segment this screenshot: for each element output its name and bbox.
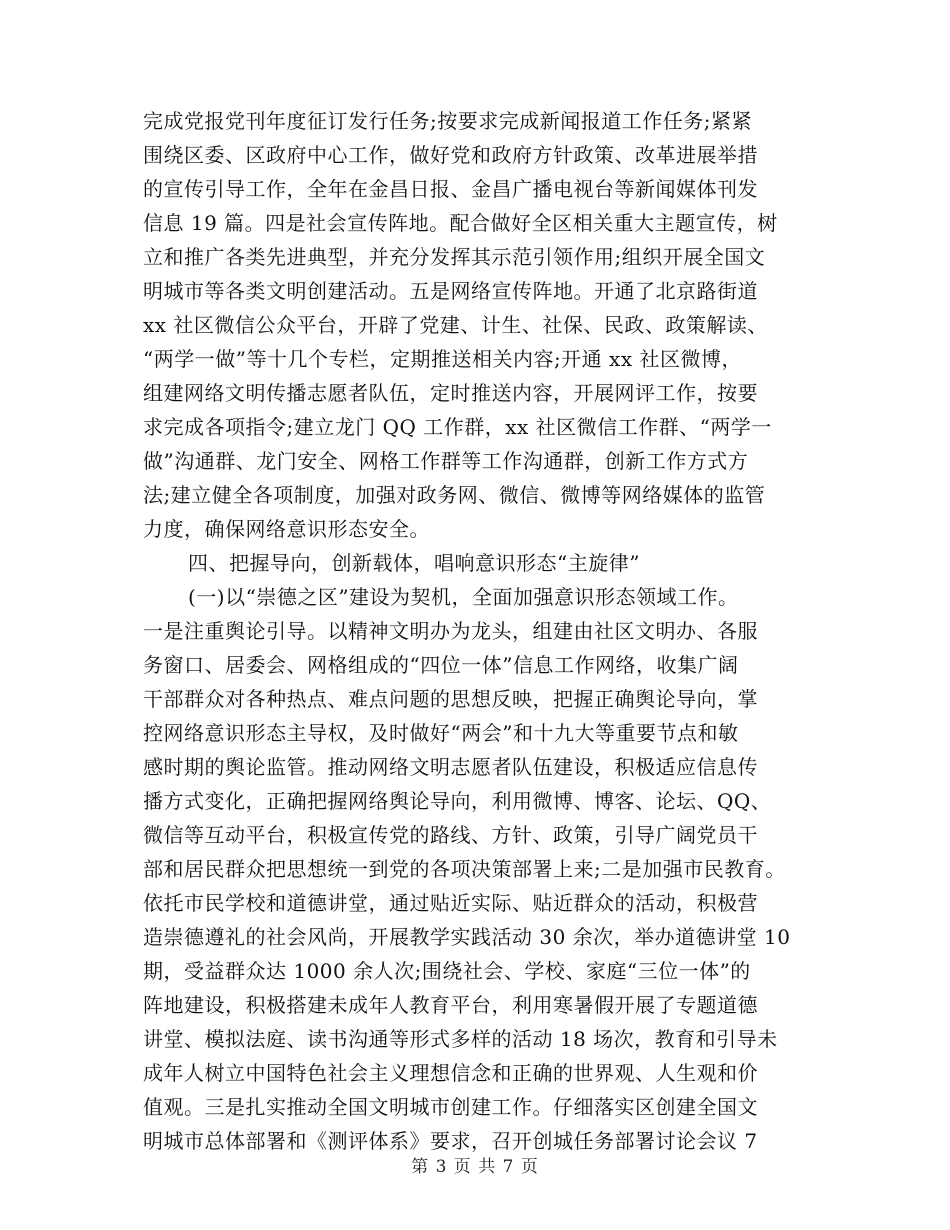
text-line: 控网络意识形态主导权，及时做好“两会”和十九大等重要节点和敏	[143, 721, 739, 745]
text-line: “两学一做”等十几个专栏，定期推送相关内容;开通 xx 社区微博，	[143, 347, 742, 371]
text-line: 务窗口、居委会、网格组成的“四位一体”信息工作网络，收集广阔	[143, 653, 739, 677]
text-line: 法;建立健全各项制度，加强对政务网、微信、微博等网络媒体的监管	[143, 483, 766, 507]
subsection-heading: (一)以“崇德之区”建设为契机，全面加强意识形态领域工作。	[188, 585, 739, 609]
text-line: 播方式变化，正确把握网络舆论导向，利用微博、博客、论坛、QQ、	[143, 789, 772, 813]
text-line: 明城市总体部署和《测评体系》要求，召开创城任务部署讨论会议 7	[143, 1129, 758, 1153]
text-line: 求完成各项指令;建立龙门 QQ 工作群，xx 社区微信工作群、“两学一	[143, 415, 772, 439]
text-line: 信息 19 篇。四是社会宣传阵地。配合做好全区相关重大主题宣传，树	[143, 211, 778, 235]
text-line: 明城市等各类文明创建活动。五是网络宣传阵地。开通了北京路街道	[143, 279, 758, 303]
text-line: 一是注重舆论引导。以精神文明办为龙头，组建由社区文明办、各服	[143, 619, 758, 643]
text-line: 部和居民群众把思想统一到党的各项决策部署上来;二是加强市民教育。	[143, 857, 786, 881]
text-line: 感时期的舆论监管。推动网络文明志愿者队伍建设，积极适应信息传	[143, 755, 758, 779]
text-line: 围绕区委、区政府中心工作，做好党和政府方针政策、改革进展举措	[143, 143, 758, 167]
text-line: 完成党报党刊年度征订发行任务;按要求完成新闻报道工作任务;紧紧	[143, 109, 752, 133]
text-line: 做”沟通群、龙门安全、网格工作群等工作沟通群，创新工作方式方	[143, 449, 749, 473]
text-line: 立和推广各类先进典型，并充分发挥其示范引领作用;组织开展全国文	[143, 245, 766, 269]
text-line: 值观。三是扎实推动全国文明城市创建工作。仔细落实区创建全国文	[143, 1095, 758, 1119]
text-line: 组建网络文明传播志愿者队伍，定时推送内容，开展网评工作，按要	[143, 381, 758, 405]
text-line: 阵地建设，积极搭建未成年人教育平台，利用寒暑假开展了专题道德	[143, 993, 758, 1017]
text-line: 讲堂、模拟法庭、读书沟通等形式多样的活动 18 场次，教育和引导未	[143, 1027, 778, 1051]
text-line: 的宣传引导工作，全年在金昌日报、金昌广播电视台等新闻媒体刊发	[143, 177, 758, 201]
text-line: 造崇德遵礼的社会风尚，开展教学实践活动 30 余次，举办道德讲堂 10	[143, 925, 791, 949]
text-line: 期，受益群众达 1000 余人次;围绕社会、学校、家庭“三位一体”的	[143, 959, 751, 983]
text-line: 微信等互动平台，积极宣传党的路线、方针、政策，引导广阔党员干	[143, 823, 758, 847]
page-number-footer: 第 3 页 共 7 页	[411, 1157, 539, 1177]
text-line: 成年人树立中国特色社会主义理想信念和正确的世界观、人生观和价	[143, 1061, 758, 1085]
text-line: xx 社区微信公众平台，开辟了党建、计生、社保、民政、政策解读、	[143, 313, 768, 337]
text-line: 力度，确保网络意识形态安全。	[143, 517, 430, 541]
text-line: 依托市民学校和道德讲堂，通过贴近实际、贴近群众的活动，积极营	[143, 891, 758, 915]
text-line: 干部群众对各种热点、难点问题的思想反映，把握正确舆论导向，掌	[143, 687, 758, 711]
section-heading: 四、把握导向，创新载体，唱响意识形态“主旋律”	[188, 551, 640, 575]
